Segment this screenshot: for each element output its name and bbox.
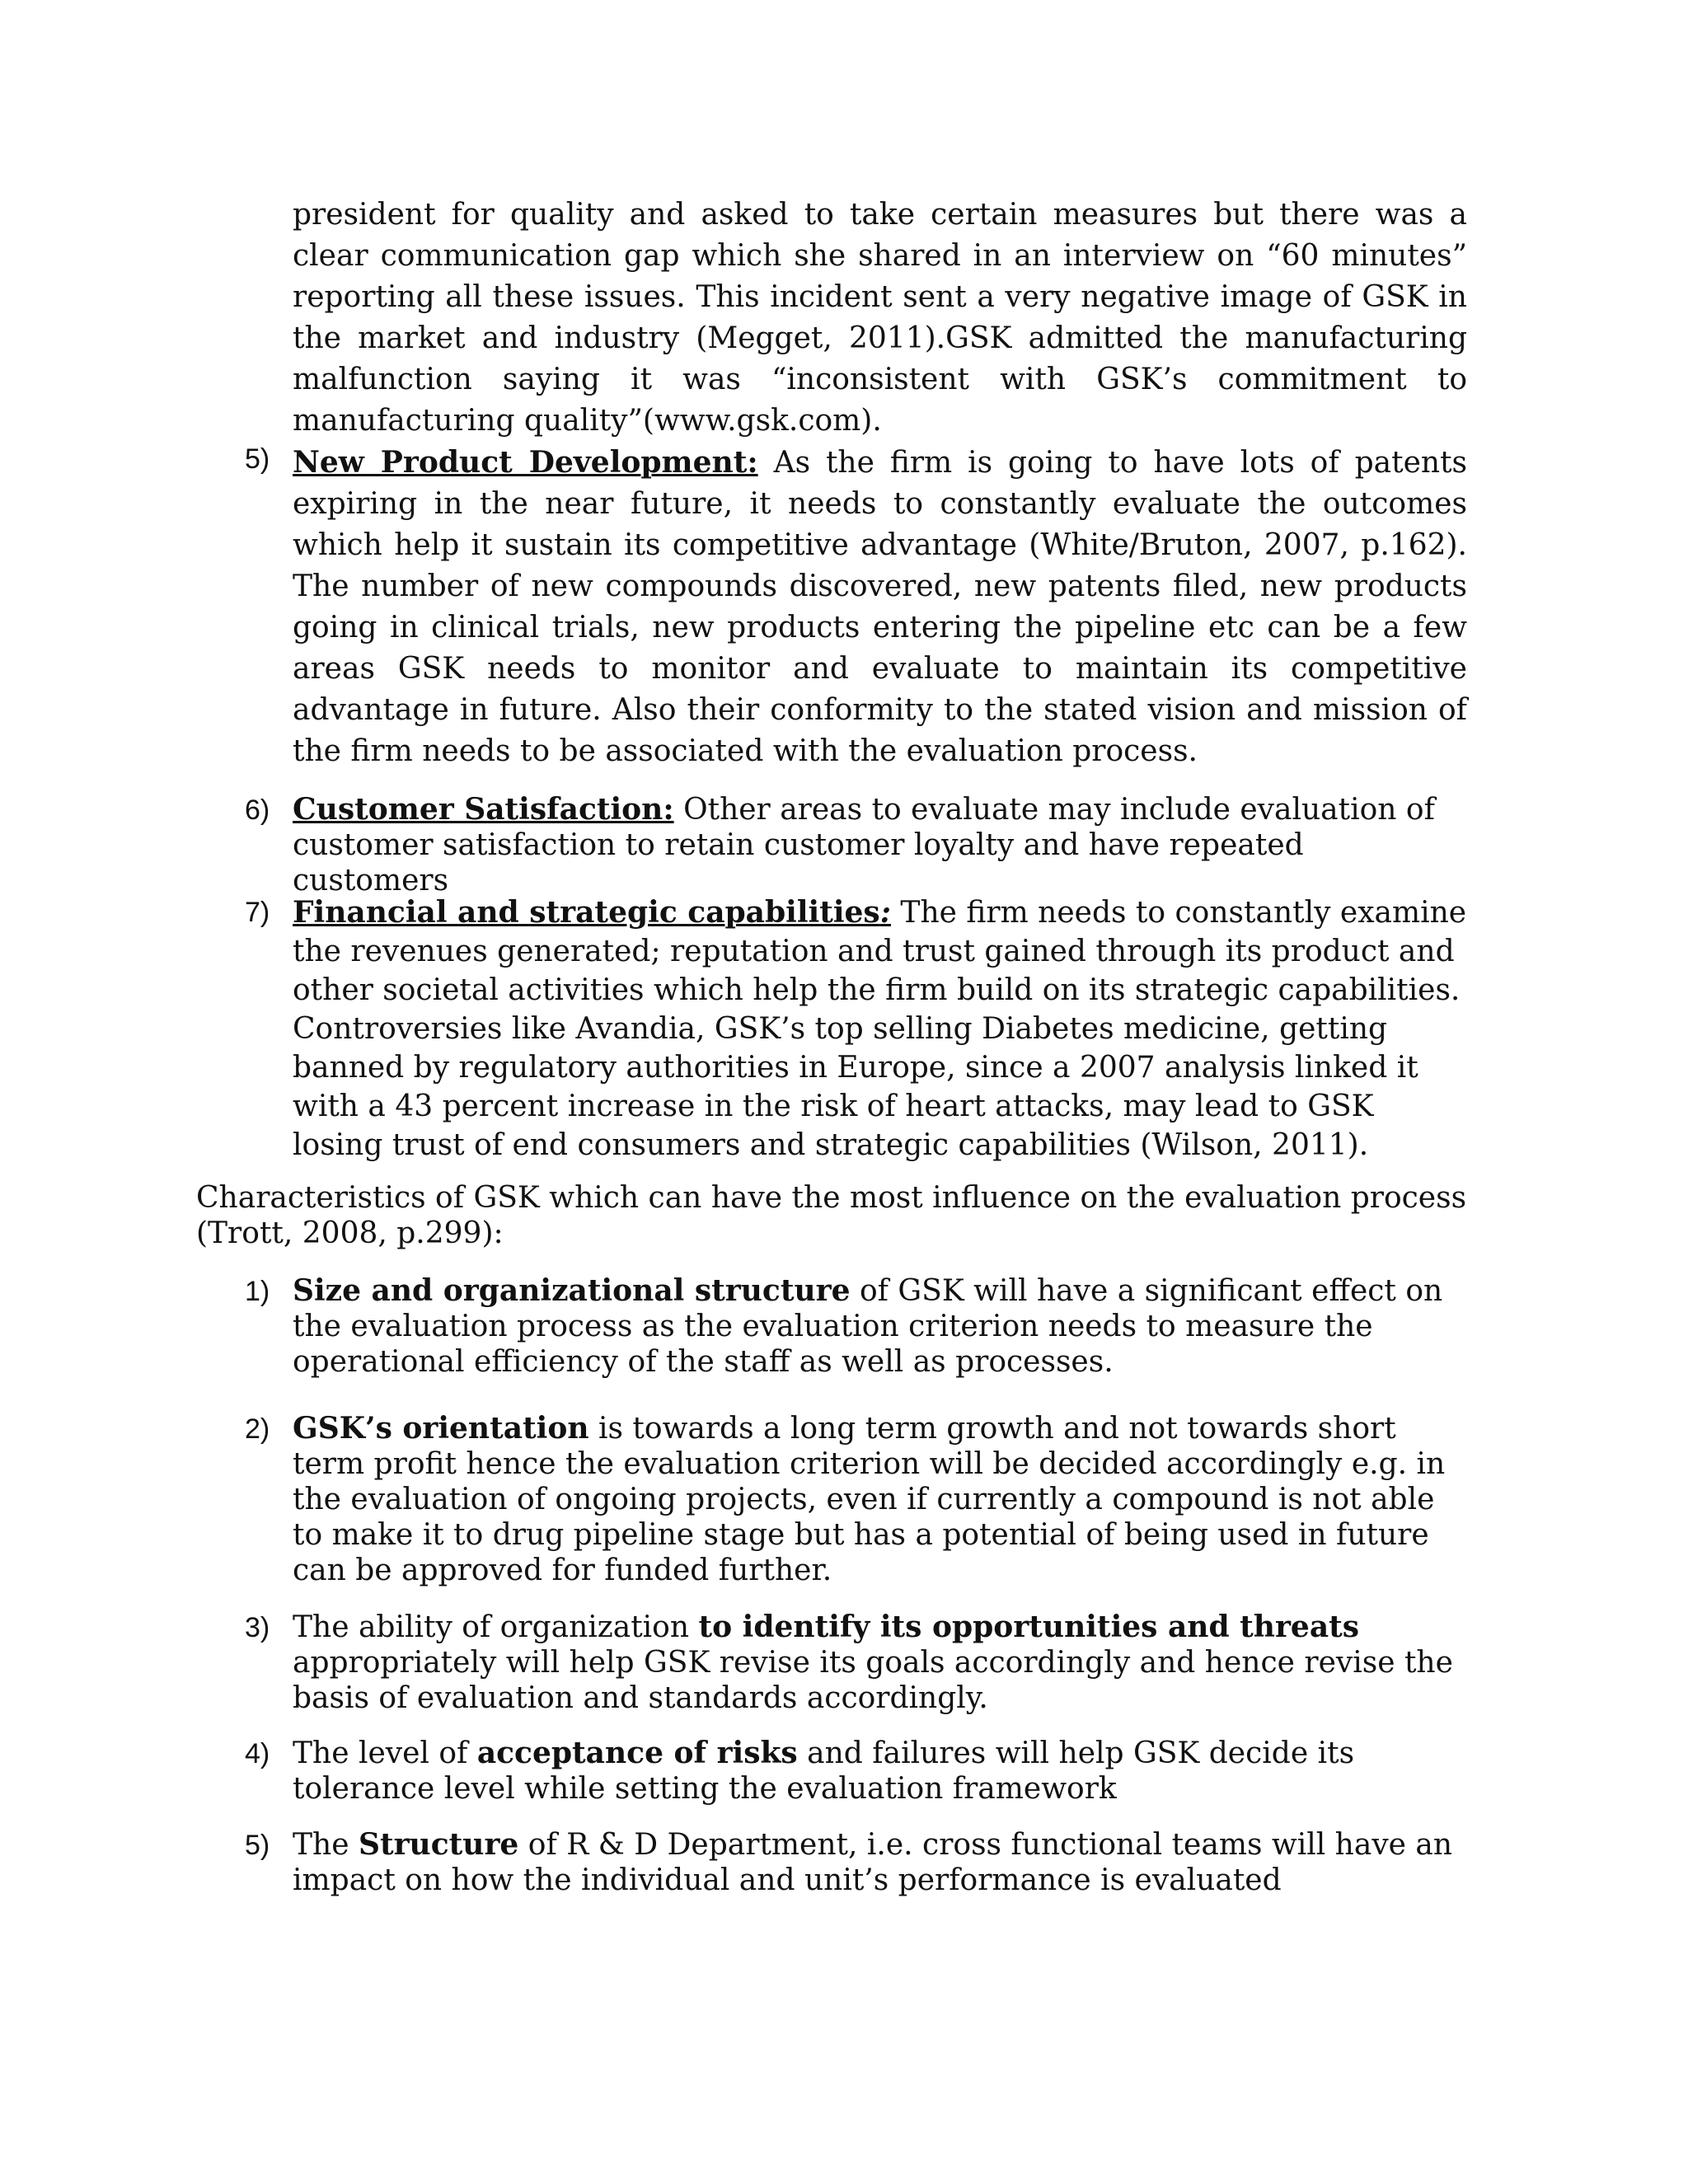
list-item-heading: Financial and strategic capabilities — [293, 895, 880, 930]
characteristic-bold: to identify its opportunities and threats — [698, 1610, 1360, 1644]
list-item-financial-capabilities — [293, 893, 1467, 1165]
list-item-new-product-development — [293, 442, 1467, 772]
characteristic-text-after: appropriately will help GSK revise its goals accordingly and hence revise the basis of evaluation and standards accordingly. — [293, 1646, 1453, 1715]
characteristic-bold: GSK’s orientation — [293, 1411, 589, 1446]
list-item-text: As the firm is going to have lots of patents expiring in the near future, it needs to constantly evaluate the outcomes which help it sustain its competitive advantage (White/Bruton, 2007, p.162). The number of new compounds discovered, new patents filed, new products going in clinical trials, new products entering the pipeline etc can be a few areas GSK needs to monitor and evaluate to maintain its competitive advantage in future. Also their conformity to the stated vision and mission of the firm needs to be associated with the evaluation process. — [293, 446, 1468, 768]
list-item-heading: New Product Development: — [293, 445, 758, 480]
list-number: 4) — [245, 1738, 270, 1769]
list-number: 1) — [245, 1276, 270, 1307]
list-item-text: Other areas to evaluate may include evaluation of customer satisfaction to retain customer loyalty and have repeated customers — [293, 793, 1435, 898]
list-number: 3) — [245, 1612, 270, 1643]
list-number: 7) — [245, 897, 270, 928]
characteristic-text-after: and failures will help GSK decide its tolerance level while setting the evaluation framework — [293, 1736, 1355, 1806]
continuation-paragraph: president for quality and asked to take certain measures but there was a clear communication gap which she shared in an interview on “60 minutes” reporting all these issues. This incident sent a very negative image of GSK in the market and industry (Megget, 2011).GSK admitted the manufacturing malfunction saying it was “inconsistent with GSK’s commitment to manufacturing quality”(www.gsk.com). — [293, 198, 1467, 438]
characteristic-text-after: of R & D Department, i.e. cross functional teams will have an impact on how the individual and unit’s performance is evaluated — [293, 1828, 1453, 1897]
characteristic-bold: Structure — [358, 1827, 519, 1862]
characteristics-intro: Characteristics of GSK which can have the most influence on the evaluation process (Trott, 2008, p.299): — [196, 1181, 1467, 1250]
characteristic-text-before: The ability of organization — [293, 1610, 699, 1644]
characteristic-text-before: The level of — [293, 1736, 477, 1770]
characteristic-item — [293, 1273, 1467, 1380]
characteristic-text-before: The — [293, 1828, 359, 1862]
list-number: 5) — [245, 443, 270, 475]
list-number: 5) — [245, 1830, 270, 1861]
list-item-text: The firm needs to constantly examine the revenues generated; reputation and trust gained through its product and other societal activities which help the firm build on its strategic capabilities. Controversies like Avandia, GSK’s top selling Diabetes medicine, getting banned by regulatory authorities in Europe, since a 2007 analysis linked it with a 43 percent increase in the risk of heart attacks, may lead to GSK losing trust of end consumers and strategic capabilities (Wilson, 2011). — [293, 896, 1467, 1162]
characteristic-item — [293, 1827, 1467, 1898]
characteristic-bold: Size and organizational structure — [293, 1273, 851, 1308]
list-number: 2) — [245, 1413, 270, 1445]
characteristic-item — [293, 1411, 1467, 1588]
characteristic-bold: acceptance of risks — [476, 1736, 798, 1770]
characteristic-text-after: of GSK will have a significant effect on the evaluation process as the evaluation criterion needs to measure the operational efficiency of the staff as well as processes. — [293, 1274, 1443, 1379]
list-item-customer-satisfaction — [293, 792, 1467, 898]
characteristic-item — [293, 1610, 1467, 1716]
list-item-heading: Customer Satisfaction: — [293, 792, 674, 827]
list-item-heading-colon: : — [879, 895, 891, 930]
characteristic-text-after: is towards a long term growth and not towards short term profit hence the evaluation criterion will be decided accordingly e.g. in the evaluation of ongoing projects, even if currently a compound is not able to make it to drug pipeline stage but has a potential of being used in future can be approved for funded further. — [293, 1412, 1446, 1587]
list-number: 6) — [245, 794, 270, 826]
characteristic-item — [293, 1736, 1467, 1807]
